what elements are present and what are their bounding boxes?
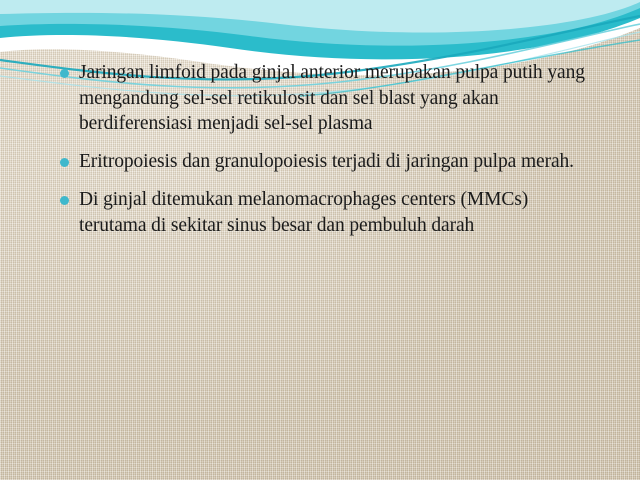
- list-item: [60, 149, 600, 175]
- list-item: [60, 187, 600, 238]
- bullet-text: Jaringan limfoid pada ginjal anterior merupakan pulpa putih yang mengandung sel-sel retikulosit dan sel blast yang akan berdiferensiasi menjadi sel-sel plasma: [79, 62, 585, 135]
- bullet-text: Eritropoiesis dan granulopoiesis terjadi di jaringan pulpa merah.: [79, 151, 574, 173]
- bullet-dot-icon: [60, 69, 69, 78]
- bullet-dot-icon: [60, 158, 69, 167]
- list-item: [60, 60, 600, 137]
- bullet-dot-icon: [60, 196, 69, 205]
- slide-body-content: [60, 60, 600, 250]
- bullet-text: Di ginjal ditemukan melanomacrophages centers (MMCs) terutama di sekitar sinus besar dan pembuluh darah: [79, 188, 529, 236]
